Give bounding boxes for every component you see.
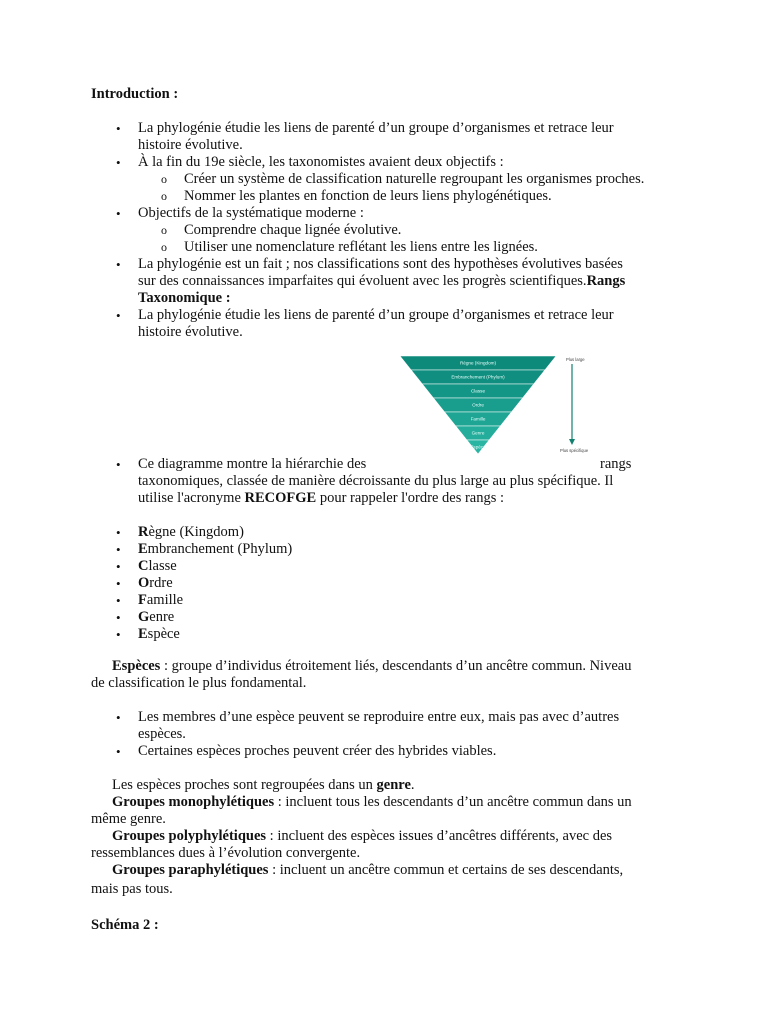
rank-rest: spèce bbox=[147, 626, 180, 642]
rank-rest: ègne (Kingdom) bbox=[148, 524, 244, 540]
intro-bullet-3-sub-2: Utiliser une nomenclature reflétant les liens entre les lignées. bbox=[184, 239, 538, 255]
especes-bullet-1-line-2: espèces. bbox=[138, 726, 186, 742]
intro-heading: Introduction : bbox=[91, 86, 179, 102]
intro-bullet-4-line-1: La phylogénie est un fait ; nos classifications sont des hypothèses évolutives basées bbox=[138, 256, 623, 272]
bullet-marker: • bbox=[116, 542, 121, 557]
rank-initial: F bbox=[138, 592, 147, 608]
rank-rest: amille bbox=[146, 592, 184, 608]
sub-bullet-marker: o bbox=[161, 223, 167, 237]
recofge-acronym: RECOFGE bbox=[244, 490, 317, 506]
sub-bullet-marker: o bbox=[161, 240, 167, 254]
schema-2-heading: Schéma 2 : bbox=[91, 917, 159, 933]
rank-item bbox=[138, 541, 292, 558]
intro-bullet-3-sub-1: Comprendre chaque lignée évolutive. bbox=[184, 222, 402, 238]
polyphyletic-line-1: Groupes polyphylétiques : incluent des espèces issues d’ancêtres différents, avec des bbox=[112, 828, 613, 844]
rank-initial: R bbox=[138, 524, 149, 540]
especes-term: Espèces bbox=[112, 658, 161, 674]
pyramid-level-label: Ordre bbox=[472, 402, 484, 408]
bullet-marker: • bbox=[116, 610, 121, 625]
ranks-para-line-2: taxonomiques, classée de manière décroissante du plus large au plus spécifique. Il bbox=[138, 473, 614, 489]
bullet-marker: • bbox=[116, 257, 121, 272]
ranks-para-line-1a: Ce diagramme montre la hiérarchie des bbox=[138, 456, 367, 472]
rank-item bbox=[138, 626, 180, 643]
monophyletic-line-2: même genre. bbox=[91, 811, 166, 827]
arrow-bottom-label: Plus spécifique bbox=[560, 448, 589, 453]
bullet-marker: • bbox=[116, 206, 121, 221]
especes-definition-line-2: de classification le plus fondamental. bbox=[91, 675, 307, 691]
bullet-marker: • bbox=[116, 155, 121, 170]
rangs-bold: Rangs bbox=[586, 273, 626, 289]
intro-bullet-5-line-2: histoire évolutive. bbox=[138, 324, 243, 340]
bullet-marker: • bbox=[116, 525, 121, 540]
intro-bullet-3: Objectifs de la systématique moderne : bbox=[138, 205, 364, 221]
arrow-head bbox=[569, 439, 575, 445]
rank-item bbox=[138, 592, 183, 609]
sub-bullet-marker: o bbox=[161, 189, 167, 203]
paraphyletic-line-2: mais pas tous. bbox=[91, 881, 173, 897]
ranks-para-line-1b: rangs bbox=[600, 456, 632, 472]
pyramid-level-label: Classe bbox=[470, 388, 486, 394]
bullet-marker: • bbox=[116, 744, 121, 759]
pyramid-level-label: Genre bbox=[471, 430, 485, 436]
intro-bullet-2-sub-1: Créer un système de classification naturelle regroupant les organismes proches. bbox=[184, 171, 645, 187]
rank-initial: O bbox=[138, 575, 150, 591]
rank-item bbox=[138, 558, 177, 575]
intro-bullet-4-line-2: sur des connaissances imparfaites qui évoluent avec les progrès scientifiques.Rangs bbox=[138, 273, 626, 289]
pyramid-level-label: Famille bbox=[470, 416, 486, 422]
arrow-top-label: Plus large bbox=[566, 357, 585, 362]
rank-initial: C bbox=[138, 558, 149, 574]
paraphyletic-line-1: Groupes paraphylétiques : incluent un ancêtre commun et certains de ses descendants, bbox=[112, 862, 624, 878]
monophyletic-term: Groupes monophylétiques bbox=[112, 794, 275, 810]
pyramid-level-label: Embranchement (Phylum) bbox=[451, 374, 505, 380]
taxonomique-heading: Taxonomique : bbox=[138, 290, 231, 306]
sub-bullet-marker: o bbox=[161, 172, 167, 186]
bullet-marker: • bbox=[116, 559, 121, 574]
genre-term: genre bbox=[376, 777, 411, 793]
bullet-marker: • bbox=[116, 457, 121, 472]
bullet-marker: • bbox=[116, 308, 121, 323]
intro-bullet-5-line-1: La phylogénie étudie les liens de parenté d’un groupe d’organismes et retrace leur bbox=[138, 307, 614, 323]
especes-definition-line-1: Espèces : groupe d’individus étroitement liés, descendants d’un ancêtre commun. Niveau bbox=[112, 658, 632, 674]
paraphyletic-term: Groupes paraphylétiques bbox=[112, 862, 269, 878]
ranks-para-line-3: utilise l'acronyme RECOFGE pour rappeler l'ordre des rangs : bbox=[138, 490, 505, 506]
rank-initial: G bbox=[138, 609, 150, 625]
monophyletic-line-1: Groupes monophylétiques : incluent tous les descendants d’un ancêtre commun dans un bbox=[112, 794, 632, 810]
rank-rest: enre bbox=[149, 609, 175, 625]
intro-bullet-1-line-2: histoire évolutive. bbox=[138, 137, 243, 153]
rank-initial: E bbox=[138, 626, 148, 642]
rank-initial: E bbox=[138, 541, 148, 557]
rank-rest: rdre bbox=[149, 575, 173, 591]
bullet-marker: • bbox=[116, 576, 121, 591]
pyramid-level-label: Règne (Kingdom) bbox=[459, 360, 497, 366]
taxonomic-rank-pyramid bbox=[398, 352, 620, 456]
bullet-marker: • bbox=[116, 593, 121, 608]
bullet-marker: • bbox=[116, 627, 121, 642]
rank-item bbox=[138, 524, 244, 541]
genre-sentence: Les espèces proches sont regroupées dans un genre. bbox=[112, 777, 415, 793]
especes-bullet-1-line-1: Les membres d’une espèce peuvent se reproduire entre eux, mais pas avec d’autres bbox=[138, 709, 620, 725]
pyramid-level-label: Espèce bbox=[470, 444, 486, 450]
rank-item bbox=[138, 609, 174, 626]
rank-item bbox=[138, 575, 173, 592]
intro-bullet-1-line-1: La phylogénie étudie les liens de parenté d’un groupe d’organismes et retrace leur bbox=[138, 120, 614, 136]
bullet-marker: • bbox=[116, 121, 121, 136]
rank-rest: mbranchement (Phylum) bbox=[147, 541, 293, 557]
intro-bullet-2: À la fin du 19e siècle, les taxonomistes avaient deux objectifs : bbox=[138, 154, 504, 170]
polyphyletic-line-2: ressemblances dues à l’évolution convergente. bbox=[91, 845, 361, 861]
bullet-marker: • bbox=[116, 710, 121, 725]
especes-bullet-2: Certaines espèces proches peuvent créer des hybrides viables. bbox=[138, 743, 497, 759]
polyphyletic-term: Groupes polyphylétiques bbox=[112, 828, 267, 844]
rank-rest: lasse bbox=[148, 558, 177, 574]
intro-bullet-2-sub-2: Nommer les plantes en fonction de leurs liens phylogénétiques. bbox=[184, 188, 552, 204]
